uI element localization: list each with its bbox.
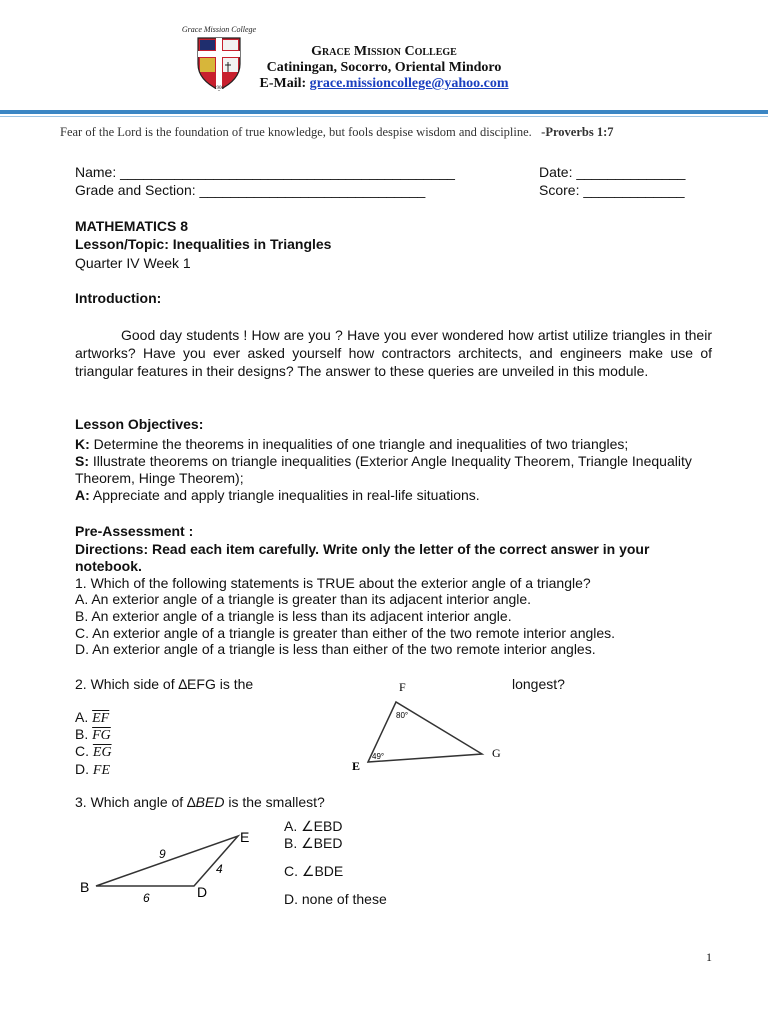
q2-choice-d	[75, 761, 110, 779]
motto-text: Fear of the Lord is the foundation of true knowledge, but fools despise wisdom and discipline.	[60, 125, 532, 139]
q2-d-var: FE	[92, 763, 110, 778]
label-f: F	[399, 680, 406, 694]
objective-a	[75, 487, 480, 504]
label-e: E	[240, 829, 250, 845]
letterhead	[0, 44, 768, 92]
q2-b-letter: B.	[75, 726, 89, 742]
label-d: D	[197, 884, 208, 900]
logo-text: Grace Mission College	[181, 25, 257, 34]
q3-choice-d: D. none of these	[284, 891, 387, 907]
name-field: Name: ___________________________________________	[75, 164, 455, 180]
objective-a-text: Appreciate and apply triangle inequalities in real-life situations.	[92, 487, 480, 503]
q2-stem: 2. Which side of ∆EFG is the	[75, 676, 254, 692]
motto	[60, 125, 614, 140]
subject-title: MATHEMATICS 8	[75, 218, 189, 234]
score-field: Score: _____________	[539, 182, 685, 198]
q1-stem: 1. Which of the following statements is TRUE about the exterior angle of a triangle?	[75, 575, 591, 591]
q2-d-letter: D.	[75, 761, 89, 777]
pre-assessment-heading: Pre-Assessment :	[75, 523, 194, 539]
side-ed-label: 4	[216, 862, 223, 876]
college-name: Grace Mission College	[311, 44, 457, 59]
email-link[interactable]: grace.missioncollege@yahoo.com	[309, 76, 509, 91]
intro-body: Good day students ! How are you ? Have you ever wondered how artist utilize triangles in their artworks? Have you ever asked yourself how contractors architects, and engineers make use of triangular features in their designs? The answer to these queries are unveiled in this module.	[75, 327, 712, 379]
q3-choice-a: A. ∠EBD	[284, 818, 343, 834]
label-e: E	[352, 759, 361, 773]
objective-s-text: Illustrate theorems on triangle inequalities (Exterior Angle Inequality Theorem, Triangle Inequality Theorem, Hinge Theorem);	[75, 453, 692, 486]
logo-year: 1906	[214, 86, 224, 91]
college-email-line	[0, 76, 768, 92]
label-b: B	[80, 879, 90, 895]
page-number: 1	[706, 950, 712, 964]
q3-stem	[75, 794, 325, 811]
side-bd-label: 6	[143, 891, 150, 905]
directions: Directions: Read each item carefully. Write only the letter of the correct answer in your notebook.	[75, 541, 650, 574]
q3-stem-end: is the smallest?	[224, 794, 325, 810]
motto-ref: -Proverbs 1:7	[541, 125, 614, 139]
quarter-week: Quarter IV Week 1	[75, 255, 191, 271]
objective-a-label: A:	[75, 487, 90, 503]
q2-c-letter: C.	[75, 743, 89, 759]
angle-f-label: 80°	[396, 711, 409, 720]
q1-choice-c: C. An exterior angle of a triangle is greater than either of the two remote interior angles.	[75, 625, 616, 641]
objective-s	[75, 453, 715, 487]
q1-choice-a: A. An exterior angle of a triangle is greater than its adjacent interior angle.	[75, 591, 532, 607]
angle-e-label: 49°	[372, 752, 385, 761]
q3-choice-c: C. ∠BDE	[284, 863, 344, 879]
q2-c-var: $\overline{EG}$	[92, 745, 112, 760]
q2-choice-b	[75, 726, 111, 744]
triangle-efg-figure	[340, 678, 510, 774]
side-be-label: 9	[159, 847, 166, 861]
q2-stem-end: longest?	[512, 676, 565, 692]
triangle-efg	[368, 702, 482, 762]
header-rule-thin	[0, 116, 768, 117]
q2-a-var: $\overline{EF}$	[92, 711, 110, 726]
triangle-bed	[96, 836, 238, 886]
objectives-heading: Lesson Objectives:	[75, 416, 204, 432]
objective-k-label: K:	[75, 436, 90, 452]
intro-heading: Introduction:	[75, 290, 162, 306]
q2-b-var: $\overline{FG}$	[92, 728, 111, 743]
objective-k	[75, 436, 725, 453]
email-label: E-Mail:	[259, 76, 307, 91]
triangle-bed-figure	[76, 822, 276, 908]
q2-choice-c	[75, 743, 112, 761]
objective-k-text: Determine the theorems in inequalities of one triangle and inequalities of two triangles;	[93, 436, 629, 452]
q3-choice-b: B. ∠BED	[284, 835, 343, 851]
label-g: G	[492, 746, 501, 760]
date-field: Date: ______________	[539, 164, 686, 180]
q3-stem-var: BED	[195, 794, 225, 810]
q2-a-letter: A.	[75, 709, 89, 725]
header-rule	[0, 110, 768, 114]
objective-s-label: S:	[75, 453, 89, 469]
q1-choice-b: B. An exterior angle of a triangle is less than its adjacent interior angle.	[75, 608, 512, 624]
college-address: Catiningan, Socorro, Oriental Mindoro	[266, 60, 502, 75]
q2-choice-a	[75, 709, 109, 727]
q3-stem-start: 3. Which angle of ∆	[75, 794, 196, 810]
q1-choice-d: D. An exterior angle of a triangle is less than either of the two remote interior angles.	[75, 641, 596, 657]
grade-section-field: Grade and Section: _____________________________	[75, 182, 426, 198]
lesson-topic: Lesson/Topic: Inequalities in Triangles	[75, 236, 332, 252]
